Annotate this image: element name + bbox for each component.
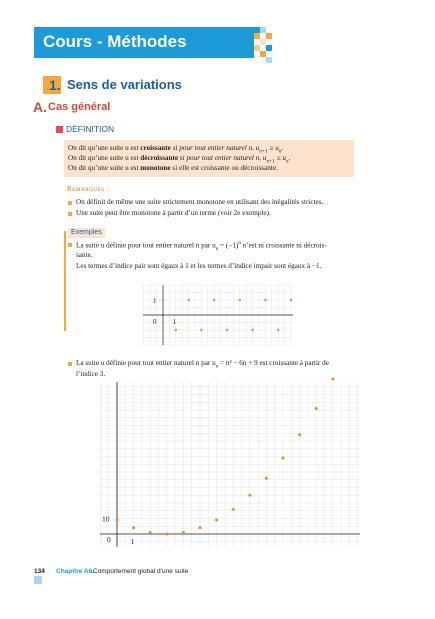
definition-label: DÉFINITION [66,124,115,134]
x-tick-label: 0 [153,318,157,326]
page-number: 134 [34,568,45,575]
data-point [162,299,164,301]
definition-line-1: On dit qu’une suite u est croissante si pour tout entier naturel n, $u_{n+1} \ge u_n$. [68,144,284,155]
data-point [298,433,301,436]
data-point [239,299,241,301]
data-point [290,299,292,301]
data-point [226,329,228,331]
remark-item: On définit de même une suite strictement monotone en utilisant des inégalités strictes. [76,198,324,206]
data-point [165,533,168,536]
data-point [215,519,218,522]
definition-marker [56,126,63,133]
x-tick-label: 1 [172,318,177,326]
data-point [232,508,235,511]
footer-chapter-title: Comportement global d’une suite [93,568,189,575]
data-point [251,329,253,331]
data-point [282,457,285,460]
data-point [149,531,152,534]
data-point [315,407,318,410]
data-point [248,494,251,497]
bullet-icon [68,201,72,205]
examples-label: Exemples [68,228,105,238]
example-2-line-2: l’indice 3. [76,370,106,378]
definition-line-2: On dit qu’une suite u est décroissante si pour tout entier naturel n, $u_{n+1} \le u_n$. [68,154,291,165]
data-point [199,526,202,529]
section-number: 1. [49,77,61,93]
definition-line-3: On dit qu’une suite u est monotone si elle est croissante ou décroissante. [68,164,278,172]
section-title: Sens de variations [67,77,182,92]
chart-alternating-sequence [143,285,293,345]
page-title: Cours - Méthodes [43,32,187,51]
x-tick-label: 1 [130,537,135,546]
example-1-line-1: La suite u définie pour tout entier naturel n par $u_n = (-1)^n$ n’est ni croissante ni décrois- [76,241,327,252]
footer-decoration [34,576,42,584]
y-tick-label: 1 [153,297,157,305]
example-1-line-3: Les termes d’indice pair sont égaux à 1 et les termes d’indice impair sont égaux à −1. [76,262,322,270]
subsection-title: Cas général [48,101,111,113]
bullet-icon [68,362,72,366]
example-2-line-1: La suite u définie pour tout entier naturel n par $u_n = n^2 - 6n + 9$ est croissante à partir de [76,359,329,370]
bullet-icon [68,243,72,247]
data-point [265,477,268,480]
y-tick-label: 10 [102,514,110,524]
footer-chapter: Chapitre A6. [56,568,95,575]
examples-rule [64,231,66,331]
data-point [182,531,185,534]
data-point [175,329,177,331]
subsection-letter: A. [33,99,47,115]
data-point [187,299,189,301]
example-1-line-2: sante. [76,251,93,259]
data-point [213,299,215,301]
data-point [132,526,135,529]
data-point [200,329,202,331]
data-point [277,329,279,331]
remarks-label: Remarques : [67,185,110,193]
data-point [116,519,119,522]
chart-quadratic-sequence [100,382,360,547]
data-point [331,378,334,381]
x-tick-label: 0 [107,535,111,544]
bullet-icon [68,212,72,216]
data-point [264,299,266,301]
remark-item: Une suite peut être monotone à partir d’un terme (voir 2e exemple). [76,209,271,217]
